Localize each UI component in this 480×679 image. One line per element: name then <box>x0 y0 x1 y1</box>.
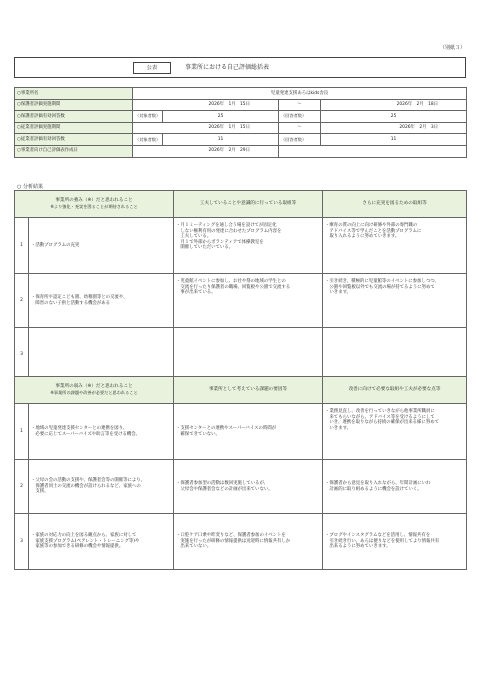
strengths-row-1-c3 <box>323 218 467 274</box>
text-line: 交流を行ったり保護者の職場、回覧板や公園で交流する <box>176 284 291 290</box>
text-line: 取り入れるように努めていきます。 <box>325 234 400 240</box>
strengths-row-2-c2 <box>174 274 323 328</box>
row-number: 2 <box>15 274 29 328</box>
weaknesses-row-2-c1 <box>29 460 174 514</box>
staff-period-sep: 〜 <box>279 122 321 134</box>
staff-count-label: ○従業者評価有効回答数 <box>15 134 133 146</box>
info-row-staff-count <box>15 134 467 146</box>
text-line: ・ブログやインスタグラムなどを活用し、情報共有を <box>325 533 431 539</box>
info-row-facility <box>15 88 467 100</box>
weaknesses-col1-sub: ※事業所の課題や改善が必要だと思われること <box>50 390 138 395</box>
weaknesses-row-3-c1 <box>29 514 174 570</box>
info-table <box>14 87 467 158</box>
text-line: ・引き続き、積極的に児童館等のイベントに参加しつつ、 <box>325 279 439 284</box>
staff-period-start: 2026年 1月 15日 <box>133 122 279 134</box>
created-date-blank <box>279 145 467 157</box>
weaknesses-col2-header: 事業所として考えている課題の要因等 <box>174 377 323 404</box>
row-number: 2 <box>15 460 29 514</box>
section-title: ○ 分析結果 <box>17 184 43 190</box>
staff-target-label: （対象者数） <box>133 134 163 146</box>
staff-target-value: 11 <box>163 134 279 146</box>
text-line: ・活動プログラムの充実 <box>31 242 80 248</box>
text-line: 保護者同士の交流の機会が設けられるなど、家族への <box>31 483 141 489</box>
public-badge: 公表 <box>133 62 171 74</box>
strengths-col1-main: 事業所の強み（※）だと思われること <box>55 198 133 203</box>
text-line: ・保護者から意見を取り入れながら、年間計画にいれ <box>325 480 431 486</box>
guardian-respondent-label: （回答者数） <box>279 111 321 123</box>
created-date-value: 2026年 2月 29日 <box>133 145 279 157</box>
weaknesses-table <box>14 376 467 570</box>
weaknesses-header-row <box>15 377 467 404</box>
strengths-col1-header <box>15 191 174 218</box>
weaknesses-row-2 <box>15 460 467 514</box>
text-line: 出来るように努めていきます。 <box>325 544 391 550</box>
info-row-staff-period <box>15 122 467 134</box>
text-line: 事が出来ている。 <box>176 290 216 296</box>
weaknesses-col1-main: 事業所の弱み（※）だと思われること <box>55 384 133 389</box>
guardian-count-label: ○保護者評価有効回答数 <box>15 111 133 123</box>
text-line: 確保できていない。 <box>176 431 220 437</box>
row-number: 1 <box>15 404 29 460</box>
row-number: 3 <box>15 328 29 382</box>
weaknesses-row-3-c3 <box>323 514 467 570</box>
text-line: ・保育所や認定こども園、幼稚園等との交流や、 <box>31 294 128 300</box>
weaknesses-row-1 <box>15 404 467 460</box>
text-line: 月１で外部からボランティアで体操教室を <box>176 239 264 245</box>
weaknesses-row-1-c2 <box>174 404 323 460</box>
text-line: 開催していただいている。 <box>176 245 234 251</box>
created-date-label: ○事業者向け自己評価表作成日 <box>15 145 133 157</box>
text-line: 支援。 <box>31 489 49 495</box>
guardian-respondent-value: 25 <box>321 111 467 123</box>
text-line: 実施を行ったが研修の情報提供は送迎時に情報共有しか <box>176 538 291 544</box>
text-line: ・児童館イベントに参加し、お社や祭の地域の学生との <box>176 279 286 284</box>
staff-period-label: ○従業者評価実施期間 <box>15 122 133 134</box>
text-line: 必要に応じてスーパーバイズや助言等を受ける機会。 <box>31 431 141 437</box>
document-title: 事業所における自己評価総括表 <box>185 64 270 71</box>
text-line: 引き続き行い、あろは便りなどを使用してより情報共有 <box>325 538 440 544</box>
text-line: ・口腔ケア口乗や昨変りなど、保護者参加のイベントを <box>176 533 286 539</box>
info-row-guardian-period <box>15 99 467 111</box>
row-number: 1 <box>15 218 29 274</box>
text-line: 家族等の参加できる研修の機会や情報提供。 <box>31 544 124 550</box>
strengths-row-3-c2 <box>174 328 323 382</box>
text-line: いきます。 <box>325 425 352 431</box>
text-line: アドバイス等で学んだことを活動プログラムに <box>325 228 422 234</box>
strengths-row-2 <box>15 274 467 328</box>
text-line: 家族支援プログラム(ペアレント・トレーニング等)や <box>31 538 140 544</box>
text-line: いき、連携を取りながら持続の確保が出来る様に努めて <box>325 420 439 426</box>
weaknesses-row-1-c1 <box>29 404 174 460</box>
weaknesses-row-2-c3 <box>323 460 467 514</box>
guardian-period-start: 2026年 1月 15日 <box>133 99 279 111</box>
strengths-row-3-c1 <box>29 328 174 382</box>
strengths-col3-header: さらに充実を図るための取組等 <box>323 191 467 218</box>
text-line: ・月１ミーティングを通し合う場を設けてが固定化 <box>176 223 277 228</box>
strengths-col2-header: 工夫していることや意識的に行っている取組等 <box>174 191 323 218</box>
text-line: ・療育の質の向上に向け研修や外部の専門職の <box>325 223 418 228</box>
weaknesses-row-3 <box>15 514 467 570</box>
text-line: ・地域の児童発達支援センターとの連携を図り、 <box>31 425 128 431</box>
strengths-row-2-c1 <box>29 274 174 328</box>
weaknesses-col3-header: 改善に向けて必要な取組や工夫が必要な点等 <box>323 377 467 404</box>
strengths-row-1 <box>15 218 467 274</box>
strengths-row-3-c3 <box>323 328 467 382</box>
guardian-period-label: ○保護者評価実施期間 <box>15 99 133 111</box>
strengths-row-1-c1 <box>29 218 174 274</box>
info-row-created-date <box>15 145 467 157</box>
strengths-col1-sub: ※より強化・充実を図ることが期待されること <box>50 204 138 209</box>
text-line: ・業務見直し、改善を行っていきながら他事業所職員に <box>325 409 435 414</box>
guardian-period-end: 2026年 2月 18日 <box>321 99 467 111</box>
guardian-period-sep: 〜 <box>279 99 321 111</box>
row-number: 3 <box>15 514 29 570</box>
text-line: ・父母の会の活動の支援や、保護者会等の開催等により、 <box>31 478 146 484</box>
text-line: 出来ていない。 <box>176 544 212 550</box>
text-line: 障害のない子供と活動する機会がある <box>31 300 111 306</box>
staff-period-end: 2026年 2月 3日 <box>321 122 467 134</box>
text-line: ・支援センターとの連携やスーパーバイスの時間が <box>176 425 277 431</box>
weaknesses-row-2-c2 <box>174 460 323 514</box>
text-line: 公園や回覧板以外でも交流の場が持てるように努めて <box>325 284 435 290</box>
weaknesses-row-3-c2 <box>174 514 323 570</box>
strengths-header-row <box>15 191 467 218</box>
facility-name-label: ○事業所名 <box>15 88 133 100</box>
strengths-row-2-c3 <box>323 274 467 328</box>
info-row-guardian-count <box>15 111 467 123</box>
strengths-row-3 <box>15 328 467 382</box>
text-line: しない権利有用の発達に合わせたプログラム内容を <box>176 228 282 234</box>
strengths-table <box>14 190 467 382</box>
text-line: ・保護者参加型の活動は数回実施しているが、 <box>176 480 269 486</box>
text-line: 父母会や保護者会などの計画が出来ていない。 <box>176 486 273 492</box>
text-line: 計画的に取り組めるように機会を設けていく。 <box>325 486 422 492</box>
text-line: ・家族の対応力の向上を図る観点から、家族に対して <box>31 533 137 539</box>
text-line: いきます。 <box>325 290 352 296</box>
text-line: 来てもらいながら、アドバイス等を受けるようにして <box>325 414 435 420</box>
weaknesses-row-1-c3 <box>323 404 467 460</box>
staff-respondent-value: 11 <box>321 134 467 146</box>
text-line: 工夫している。 <box>176 234 212 240</box>
staff-respondent-label: （回答者数） <box>279 134 321 146</box>
guardian-target-value: 25 <box>163 111 279 123</box>
facility-name-value: 児童発達支援あろはkids舎良 <box>133 88 467 100</box>
weaknesses-col1-header <box>15 377 174 404</box>
strengths-row-1-c2 <box>174 218 323 274</box>
guardian-target-label: （対象者数） <box>133 111 163 123</box>
document-label: （別紙３） <box>440 45 466 51</box>
